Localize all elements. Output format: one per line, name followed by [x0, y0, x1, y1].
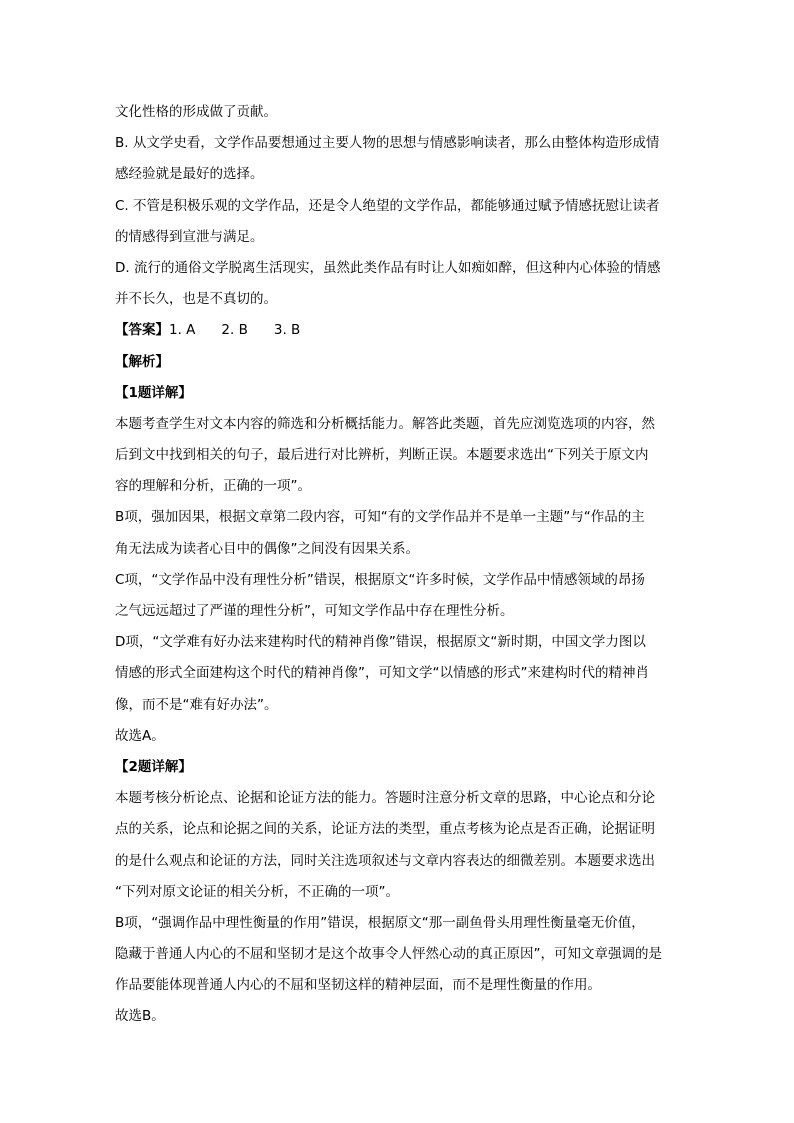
q1-text-line: 情感的形式全面建构这个时代的精神肖像”，可知文学“以情感的形式”来建构时代的精神肖	[115, 665, 649, 682]
q2-text-line: B项，“强调作品中理性衡量的作用”错误，根据原文“那一副鱼骨头用理性衡量毫无价值，	[115, 914, 645, 931]
q1-text-line: 后到文中找到相关的句子，最后进行对比辨析，判断正误。本题要求选出“下列关于原文内	[115, 447, 649, 464]
answer-item: 1. A	[169, 322, 196, 339]
q1-text-line: 之气远远超过了严谨的理性分析”，可知文学作品中存在理性分析。	[115, 603, 514, 619]
text-line: 文化性格的形成做了贡献。	[115, 104, 277, 120]
answer-item: 2. B	[221, 322, 248, 339]
q1-conclusion: 故选A。	[115, 727, 165, 744]
text-line: 的情感得到宣泄与满足。	[115, 228, 264, 245]
text-line: 感经验就是最好的选择。	[115, 166, 264, 183]
q1-text-line: B项，强加因果，根据文章第二段内容，可知“有的文学作品并不是单一主题”与“作品的主	[115, 509, 645, 526]
q2-text-line: 隐藏于普通人内心的不屈和坚韧才是这个故事令人怦然心动的真正原因”，可知文章强调的是	[115, 946, 662, 963]
q2-text-line: “下列对原文论证的相关分析，不正确的一项”。	[115, 883, 399, 900]
q2-text-line: 点的关系，论点和论据之间的关系，论证方法的类型，重点考核为论点是否正确，论据证明	[115, 821, 655, 838]
option-c-line: C. 不管是积极乐观的文学作品，还是令人绝望的文学作品，都能够通过赋予情感抚慰让读者	[115, 197, 660, 214]
q1-text-line: 容的理解和分析，正确的一项”。	[115, 478, 311, 495]
option-b-line: B. 从文学史看，文学作品要想通过主要人物的思想与情感影响读者，那么由整体构造形成情	[115, 135, 660, 152]
q2-text-line: 作品要能体现普通人内心的不屈和坚韧这样的精神层面，而不是理性衡量的作用。	[115, 977, 601, 994]
q1-text-line: 本题考查学生对文本内容的筛选和分析概括能力。解答此类题，首先应浏览选项的内容，然	[115, 415, 655, 432]
q1-text-line: 角无法成为读者心目中的偶像”之间没有因果关系。	[115, 540, 419, 557]
q1-text-line: D项，“文学难有好办法来建构时代的精神肖像”错误，根据原文“新时期，中国文学力图以	[115, 634, 646, 651]
q2-text-line: 的是什么观点和论证的方法，同时关注选项叙述与文章内容表达的细微差别。本题要求选出	[115, 852, 655, 869]
answer-item: 3. B	[273, 322, 301, 339]
q2-conclusion: 故选B。	[115, 1008, 165, 1025]
q2-heading: 【2题详解】	[115, 758, 192, 775]
option-d-line: D. 流行的通俗文学脱离生活现实，虽然此类作品有时让人如痴如醉，但这种内心体验的情感	[115, 259, 661, 276]
q1-text-line: 像，而不是“难有好办法”。	[115, 696, 278, 713]
q2-text-line: 本题考核分析论点、论据和论证方法的能力。答题时注意分析文章的思路，中心论点和分论	[115, 790, 655, 807]
text-line: 并不长久，也是不真切的。	[115, 291, 277, 308]
analysis-heading: 【解析】	[115, 353, 169, 370]
q1-text-line: C项，“文学作品中没有理性分析”错误，根据原文“许多时候，文学作品中情感领域的昂扬	[115, 571, 645, 588]
q1-heading: 【1题详解】	[115, 384, 192, 401]
answer-line	[115, 315, 682, 346]
answer-label: 【答案】	[115, 322, 169, 339]
